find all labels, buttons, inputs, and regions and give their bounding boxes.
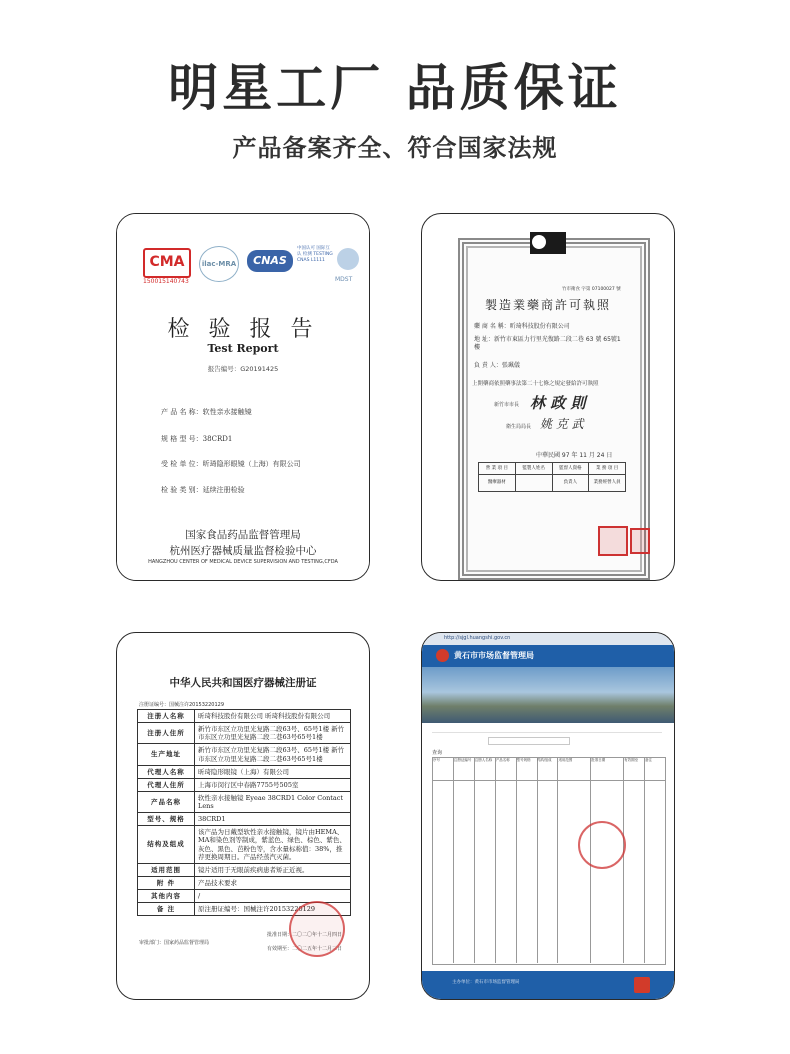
approval-date: 批准日期：二〇二〇年十二月四日 [267, 932, 343, 938]
row-value: 镜片适用于无眼前疾病患者矫正近视。 [195, 863, 351, 876]
table-cell: 負責人 [553, 475, 590, 491]
row-key: 其他内容 [138, 890, 195, 903]
license-body-text: 上開藥商依照藥事法第二十七條之規定發給許可執照 [472, 381, 599, 387]
site-title: 黄石市市场监督管理局 [454, 651, 534, 660]
table-header-cell: 業 務 項 目 [595, 466, 619, 471]
browser-url: http://sjgl.huangshi.gov.cn [444, 635, 511, 641]
field-inspected-unit: 受 检 单 位：昕琦隐形眼镜（上海）有限公司 [161, 460, 301, 468]
field-product-name: 产 品 名 称：软性亲水接触镜 [161, 408, 252, 416]
registration-title: 中华人民共和国医疗器械注册证 [169, 677, 317, 689]
test-report-card [116, 213, 370, 581]
registration-table [137, 709, 351, 916]
page-subtitle: 产品备案齐全、符合国家法规 [232, 134, 558, 162]
site-footer [422, 971, 674, 999]
row-key: 代理人名称 [138, 765, 195, 778]
emblem-icon [436, 649, 449, 662]
issuer-line-1: 国家食品药品监督管理局 [185, 529, 301, 541]
row-value: 软性亲水接触镜 Eyeae 38CRD1 Color Contact Lens [195, 791, 351, 812]
results-header [433, 758, 665, 781]
table-row [138, 826, 351, 864]
row-key: 注册人住所 [138, 723, 195, 744]
table-row [138, 876, 351, 889]
site-content [428, 725, 668, 965]
results-row [433, 781, 665, 963]
header-cell: 批准日期 [591, 758, 624, 780]
table-cell: 業務經營人員 [593, 480, 621, 485]
license-table [478, 462, 626, 492]
row-key: 结构及组成 [138, 826, 195, 864]
data-cell [591, 781, 624, 963]
ilac-logo: ilac-MRA [199, 246, 239, 282]
header-cell: 适用范围 [558, 758, 591, 780]
signer-2-title: 衛生局局長 [506, 424, 532, 430]
data-cell [475, 781, 496, 963]
signer-1-title: 新竹市市長 [494, 402, 520, 408]
license-row-name: 藥 商 名 稱：昕琦科技股份有限公司 [474, 323, 570, 330]
signature-1: 林 政 則 [530, 394, 586, 412]
test-report-document [117, 214, 369, 580]
results-table [432, 757, 666, 965]
license-row-owner: 負 責 人：張珮儀 [474, 362, 520, 369]
flag-emblem [530, 232, 566, 254]
table-cell [516, 475, 553, 491]
row-key: 注册人名称 [138, 710, 195, 723]
red-seal-stamp-small [630, 528, 650, 554]
cnas-logo: CNAS [247, 250, 293, 272]
license-table-row [479, 475, 625, 491]
row-value: 新竹市东区立功里光复路二段63号、65号1楼 新竹市东区立功里光复路二段二巷63号65号1楼 [195, 723, 351, 744]
field-inspection-type: 检 验 类 别：延续注册检验 [161, 486, 245, 494]
row-value: 上海市闵行区中春路7755号505室 [195, 778, 351, 791]
table-row [138, 813, 351, 826]
license-date: 中華民國 97 年 11 月 24 日 [536, 452, 613, 459]
site-banner [422, 667, 674, 723]
data-cell [517, 781, 538, 963]
row-value: 新竹市东区立功里光复路二段63号、65号1楼 新竹市东区立功里光复路二段二巷63号65号1楼 [195, 744, 351, 765]
row-value: 38CRD1 [195, 813, 351, 826]
website-card [421, 632, 675, 1000]
header-cell: 结构组成 [538, 758, 559, 780]
table-row [138, 765, 351, 778]
row-value: 该产品为日戴型软性亲水接触镜，镜片由HEMA、MA和染色剂等制成，紫蓝色、绿色、棕色、紫色、灰色、黑色、芭粉色等，含水量标称值：38%，推荐更换周期日。产品经蒸汽灭菌。 [195, 826, 351, 864]
cma-logo: CMA [143, 248, 191, 278]
valid-until-date: 有效期至：二〇二五年十二月三日 [267, 946, 343, 952]
report-title-en: Test Report [207, 342, 279, 355]
table-row [138, 778, 351, 791]
row-key: 产品名称 [138, 791, 195, 812]
table-row [138, 744, 351, 765]
row-key: 生产地址 [138, 744, 195, 765]
row-value: / [195, 890, 351, 903]
row-value: 昕琦隐形眼镜（上海）有限公司 [195, 765, 351, 778]
table-row [138, 710, 351, 723]
table-cell: 醫療器材 [479, 475, 516, 491]
data-cell [538, 781, 559, 963]
gov-badge-icon [634, 977, 650, 993]
search-field[interactable] [488, 737, 570, 745]
data-cell [624, 781, 645, 963]
site-header [422, 645, 674, 667]
mdst-label: MDST [335, 276, 353, 283]
row-value: 原注册证编号：国械注许20153220129 [195, 903, 351, 916]
breadcrumb [432, 727, 662, 733]
row-value: 产品技术要求 [195, 876, 351, 889]
header-cell: 有效期至 [624, 758, 645, 780]
header-cell: 型号规格 [517, 758, 538, 780]
issuer-line-2: 杭州医疗器械质量监督检验中心 [169, 545, 317, 557]
section-label: 查询 [432, 750, 443, 756]
header-cell: 产品名称 [496, 758, 517, 780]
row-key: 代理人住所 [138, 778, 195, 791]
cnas-text: 中国认可 国际互认 检测 TESTING CNAS L1111 [297, 246, 333, 263]
row-key: 型号、规格 [138, 813, 195, 826]
row-key: 附 件 [138, 876, 195, 889]
table-header-cell: 營 業 項 目 [479, 463, 516, 474]
table-row [138, 723, 351, 744]
certification-logos [143, 244, 353, 294]
data-cell [454, 781, 475, 963]
table-header-cell: 監督人資格 [553, 463, 590, 474]
signature-2: 姚 克 武 [540, 417, 584, 431]
issuer-line-en: HANGZHOU CENTER OF MEDICAL DEVICE SUPERVISION AND TESTING,CFDA [148, 559, 338, 565]
data-cell [645, 781, 665, 963]
license-card [421, 213, 675, 581]
cma-code: 150015140743 [143, 278, 189, 285]
table-row [138, 791, 351, 812]
registration-number: 注册证编号：国械注许20153220129 [139, 702, 224, 708]
row-key: 备 注 [138, 903, 195, 916]
header-cell: 备注 [645, 758, 653, 762]
header-cell: 注册人名称 [475, 758, 496, 780]
registration-table-body [138, 710, 351, 916]
field-model: 规 格 型 号：38CRD1 [161, 435, 233, 443]
mdst-logo [337, 248, 359, 270]
data-cell [558, 781, 591, 963]
row-key: 适用范围 [138, 863, 195, 876]
table-header-cell: 監製人姓名 [516, 463, 553, 474]
official-seal-stamp [289, 901, 345, 957]
header-cell: 注册证编号 [454, 758, 475, 780]
table-row [138, 863, 351, 876]
data-cell [496, 781, 517, 963]
license-number: 竹市衛食 字第 07100027 號 [562, 287, 621, 292]
report-number: 报告编号：G20191425 [207, 365, 279, 373]
issuing-authority: 审批部门：国家药品监督管理局 [139, 940, 210, 946]
page-title: 明星工厂 品质保证 [168, 59, 622, 117]
row-value: 昕琦科技股份有限公司 昕琦科技股份有限公司 [195, 710, 351, 723]
red-seal-stamp [598, 526, 628, 556]
official-seal-stamp [578, 821, 626, 869]
sun-icon [532, 235, 546, 249]
license-row-address: 地 址：新竹市東區力行里光復路二段二巷 63 號 65號1樓 [474, 336, 621, 351]
header-cell: 序号 [433, 758, 454, 780]
registration-card [116, 632, 370, 1000]
data-cell [433, 781, 454, 963]
footer-text: 主办单位：黄石市市场监督管理局 [452, 980, 520, 985]
report-title-cn: 检 验 报 告 [167, 317, 319, 342]
license-title: 製造業藥商許可執照 [484, 298, 611, 312]
license-table-header [479, 463, 625, 475]
